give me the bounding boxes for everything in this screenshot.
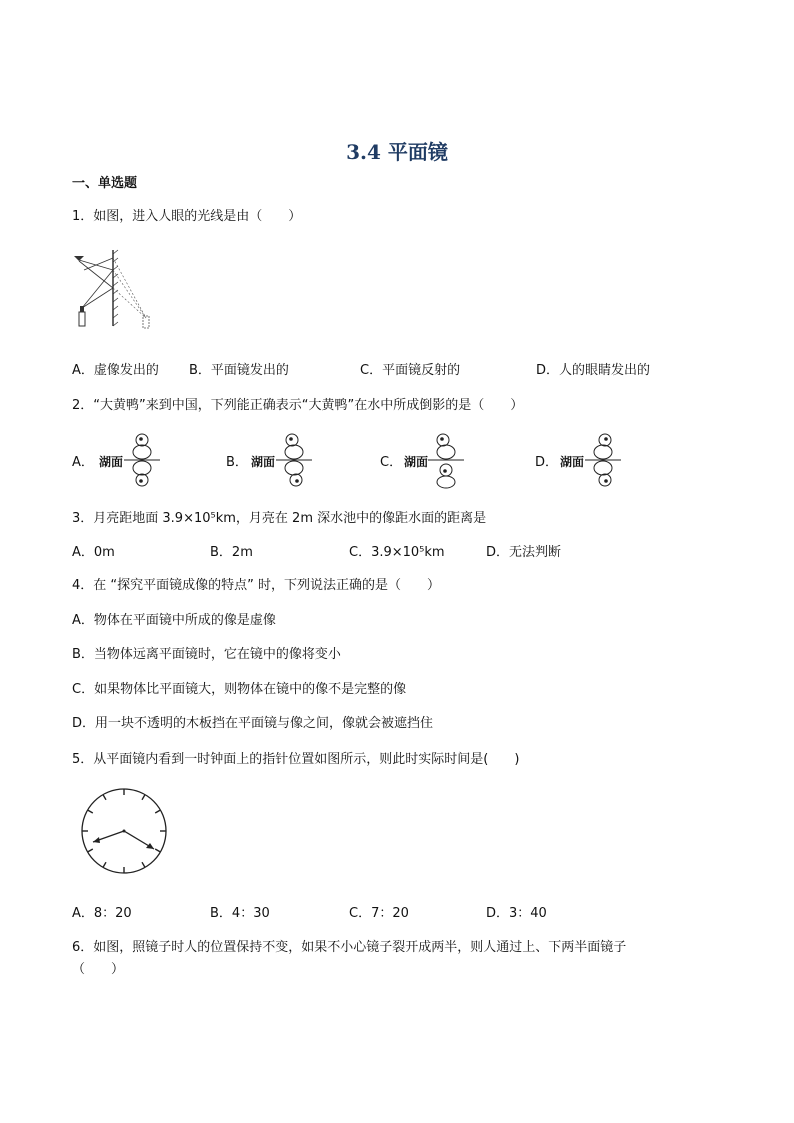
question-6-stem-line-1: 6．如图，照镜子时人的位置保持不变，如果不小心镜子裂开成两半，则人通过上、下两半面镜子 (72, 940, 627, 955)
mirror-clock-diagram (80, 787, 168, 875)
question-5-option-b[interactable]: B．4：30 (210, 906, 270, 921)
question-2-option-b-letter[interactable]: B． (226, 455, 248, 470)
question-4-option-d[interactable]: D．用一块不透明的木板挡在平面镜与像之间，像就会被遮挡住 (72, 716, 434, 731)
question-2-option-c-letter[interactable]: C． (380, 455, 403, 470)
question-4-stem: 4．在 “探究平面镜成像的特点” 时，下列说法正确的是（ ） (72, 578, 441, 593)
lake-label-c: 湖面 (404, 455, 429, 469)
question-5-option-a[interactable]: A．8：20 (72, 906, 132, 921)
question-1-option-d[interactable]: D．人的眼睛发出的 (536, 363, 651, 378)
lake-label-a: 湖面 (99, 455, 124, 469)
question-4-option-c[interactable]: C．如果物体比平面镜大，则物体在镜中的像不是完整的像 (72, 682, 407, 697)
duck-reflection-a (124, 430, 160, 490)
question-5-option-d[interactable]: D．3：40 (486, 906, 547, 921)
question-3-stem: 3．月亮距地面 3.9×10⁵km，月亮在 2m 深水池中的像距水面的距离是 (72, 511, 487, 526)
question-6-stem-line-2: （ ） (72, 962, 125, 977)
section-heading: 一、单选题 (72, 176, 138, 191)
lake-label-b: 湖面 (251, 455, 276, 469)
question-1-option-b[interactable]: B．平面镜发出的 (189, 363, 289, 378)
question-5-option-c[interactable]: C．7：20 (349, 906, 409, 921)
mirror-ray-diagram (70, 248, 160, 336)
lake-label-d: 湖面 (560, 455, 585, 469)
question-4-option-b[interactable]: B．当物体远离平面镜时，它在镜中的像将变小 (72, 647, 341, 662)
duck-reflection-c (428, 430, 464, 490)
duck-reflection-d (585, 430, 621, 490)
question-5-stem: 5．从平面镜内看到一时钟面上的指针位置如图所示，则此时实际时间是( ) (72, 752, 520, 767)
question-3-option-d[interactable]: D．无法判断 (486, 545, 562, 560)
question-3-option-a[interactable]: A．0m (72, 545, 115, 560)
duck-reflection-b (276, 430, 312, 490)
question-2-stem: 2．“大黄鸭”来到中国，下列能正确表示“大黄鸭”在水中所成倒影的是（ ） (72, 398, 524, 413)
question-3-option-c[interactable]: C．3.9×10⁵km (349, 545, 445, 560)
question-3-option-b[interactable]: B．2m (210, 545, 253, 560)
question-2-option-d-letter[interactable]: D． (535, 455, 559, 470)
question-1-option-a[interactable]: A．虚像发出的 (72, 363, 159, 378)
question-4-option-a[interactable]: A．物体在平面镜中所成的像是虚像 (72, 613, 276, 628)
page-title: 3.4 平面镜 (346, 140, 448, 164)
question-1-option-c[interactable]: C．平面镜反射的 (360, 363, 461, 378)
question-1-stem: 1．如图，进入人眼的光线是由（ ） (72, 209, 302, 224)
question-2-option-a-letter[interactable]: A． (72, 455, 94, 470)
